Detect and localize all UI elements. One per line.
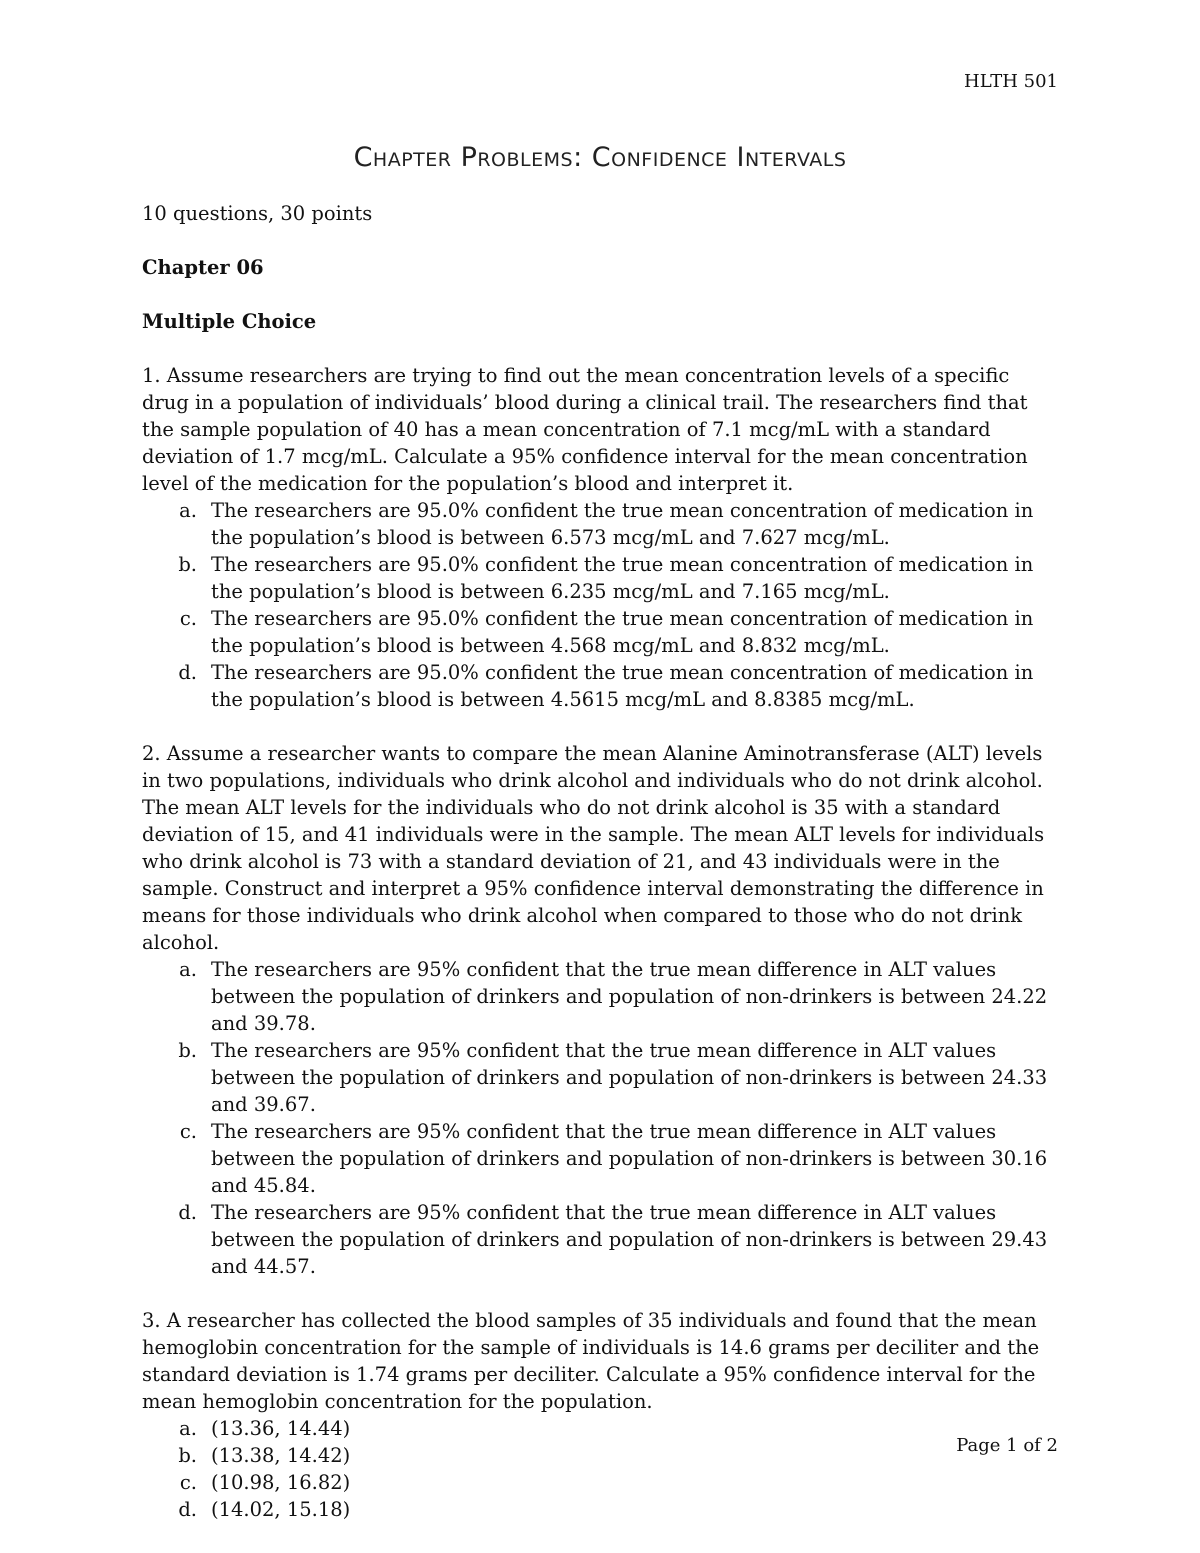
answer-options <box>142 956 1062 1280</box>
answer-option-c <box>142 1118 1062 1199</box>
answer-option-b <box>142 551 1062 605</box>
question-3 <box>142 1307 1062 1523</box>
option-letter: d. <box>178 1498 197 1521</box>
question-1 <box>142 362 1062 713</box>
option-text: The researchers are 95.0% confident the true mean concentration of medication in the population’s blood is between 6.573 mcg/mL and 7.627 mcg/mL. <box>211 499 1034 549</box>
question-count: 10 questions, 30 points <box>142 202 373 225</box>
option-text: (14.02, 15.18) <box>211 1498 351 1521</box>
answer-option-d <box>142 1496 1062 1523</box>
option-text: The researchers are 95.0% confident the true mean concentration of medication in the population’s blood is between 4.5615 mcg/mL and 8.8385 mcg/mL. <box>211 661 1034 711</box>
course-code: HLTH 501 <box>964 71 1058 92</box>
option-text: The researchers are 95.0% confident the true mean concentration of medication in the population’s blood is between 4.568 mcg/mL and 8.832 mcg/mL. <box>211 607 1034 657</box>
option-letter: a. <box>179 499 197 522</box>
answer-option-a <box>142 956 1062 1037</box>
answer-option-c <box>142 1469 1062 1496</box>
option-letter: c. <box>179 1471 197 1494</box>
option-letter: b. <box>178 553 197 576</box>
answer-option-d <box>142 1199 1062 1280</box>
page-number: Page 1 of 2 <box>956 1435 1058 1456</box>
question-text: 3. A researcher has collected the blood samples of 35 individuals and found that the mean hemoglobin concentration for the sample of individuals is 14.6 grams per deciliter and the standard deviation is 1.74 grams per deciliter. Calculate a 95% confidence interval for the mean hemoglobin concentration for the population. <box>142 1309 1040 1413</box>
answer-option-a <box>142 1415 1062 1442</box>
option-letter: d. <box>178 1201 197 1224</box>
option-text: (13.38, 14.42) <box>211 1444 351 1467</box>
option-letter: b. <box>178 1444 197 1467</box>
option-text: The researchers are 95% confident that the true mean difference in ALT values between the population of drinkers and population of non-drinkers is between 24.22 and 39.78. <box>211 958 1048 1035</box>
answer-option-a <box>142 497 1062 551</box>
option-text: The researchers are 95% confident that the true mean difference in ALT values between the population of drinkers and population of non-drinkers is between 30.16 and 45.84. <box>211 1120 1048 1197</box>
option-text: (13.36, 14.44) <box>211 1417 351 1440</box>
option-letter: a. <box>179 1417 197 1440</box>
answer-options <box>142 497 1062 713</box>
question-text: 2. Assume a researcher wants to compare the mean Alanine Aminotransferase (ALT) levels in two populations, individuals who drink alcohol and individuals who do not drink alcohol. The mean ALT levels for the individuals who do not drink alcohol is 35 with a standard deviation of 15, and 41 individuals were in the sample. The mean ALT levels for individuals who drink alcohol is 73 with a standard deviation of 21, and 43 individuals were in the sample. Construct and interpret a 95% confidence interval demonstrating the difference in means for those individuals who drink alcohol when compared to those who do not drink alcohol. <box>142 742 1045 954</box>
section-heading: Multiple Choice <box>142 310 317 333</box>
option-letter: c. <box>179 607 197 630</box>
question-text: 1. Assume researchers are trying to find out the mean concentration levels of a specific drug in a population of individuals’ blood during a clinical trail. The researchers find that the sample population of 40 has a mean concentration of 7.1 mcg/mL with a standard deviation of 1.7 mcg/mL. Calculate a 95% confidence interval for the mean concentration level of the medication for the population’s blood and interpret it. <box>142 364 1028 495</box>
answer-option-c <box>142 605 1062 659</box>
answer-option-d <box>142 659 1062 713</box>
page-title: Chapter Problems: Confidence Intervals <box>353 142 847 173</box>
question-2 <box>142 740 1062 1280</box>
option-text: (10.98, 16.82) <box>211 1471 351 1494</box>
answer-options <box>142 1415 1062 1523</box>
option-text: The researchers are 95.0% confident the true mean concentration of medication in the population’s blood is between 6.235 mcg/mL and 7.165 mcg/mL. <box>211 553 1034 603</box>
answer-option-b <box>142 1442 1062 1469</box>
option-letter: d. <box>178 661 197 684</box>
answer-option-b <box>142 1037 1062 1118</box>
option-letter: c. <box>179 1120 197 1143</box>
option-letter: a. <box>179 958 197 981</box>
option-letter: b. <box>178 1039 197 1062</box>
option-text: The researchers are 95% confident that the true mean difference in ALT values between the population of drinkers and population of non-drinkers is between 29.43 and 44.57. <box>211 1201 1048 1278</box>
option-text: The researchers are 95% confident that the true mean difference in ALT values between the population of drinkers and population of non-drinkers is between 24.33 and 39.67. <box>211 1039 1048 1116</box>
document-body <box>142 200 1062 1550</box>
chapter-heading: Chapter 06 <box>142 256 264 279</box>
